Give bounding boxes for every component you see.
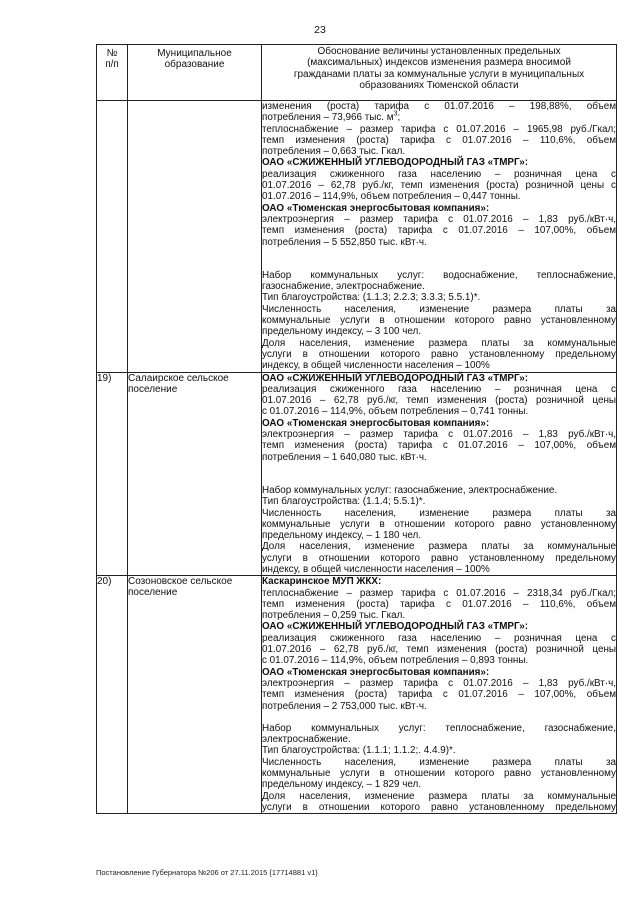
text-line: темп изменения (роста) тарифа с 01.07.2016 – 107,00%, объем bbox=[262, 440, 616, 452]
justification-cell bbox=[262, 101, 617, 373]
municipality-line: поселение bbox=[128, 587, 178, 599]
header-justification-line: Обоснование величины установленных предельных bbox=[317, 46, 561, 57]
text-line: коммунальные услуги в отношении которого равно установленному bbox=[262, 768, 616, 780]
text-line: изменения (роста) тарифа с 01.07.2016 – 198,88%, объем bbox=[262, 101, 616, 112]
header-municipality-line: Муниципальное bbox=[157, 48, 232, 59]
superscript: 3 bbox=[393, 111, 398, 118]
spacer bbox=[262, 248, 616, 259]
header-justification bbox=[262, 45, 617, 101]
text-line: потребления – 0,663 тыс. Гкал. bbox=[262, 146, 406, 158]
text-line: Тип благоустройства: (1.1.4; 5.5.1)*. bbox=[262, 496, 426, 508]
municipality-cell bbox=[128, 372, 262, 576]
text-line: темп изменения (роста) тарифа с 01.07.2016 – 110,6%, объем bbox=[262, 598, 616, 610]
company-name: ОАО «СЖИЖЕННЫЙ УГЛЕВОДОРОДНЫЙ ГАЗ «ТМРГ»: bbox=[262, 372, 529, 384]
company-name: ОАО «СЖИЖЕННЫЙ УГЛЕВОДОРОДНЫЙ ГАЗ «ТМРГ»: bbox=[262, 621, 529, 633]
table-row-continuation bbox=[97, 101, 617, 373]
text-line: 01.07.2016 – 62,78 руб./кг, темп изменения (роста) розничной цены bbox=[262, 395, 616, 407]
text-line: услуги в отношении которого равно установленному предельному bbox=[262, 552, 616, 564]
text-line: Набор коммунальных услуг: газоснабжение, электроснабжение. bbox=[262, 484, 558, 496]
municipality-cell bbox=[128, 576, 262, 814]
header-justification-line: гражданами платы за коммунальные услуги в муниципальных bbox=[293, 68, 585, 80]
company-heading bbox=[262, 418, 616, 429]
text-line: предельному индексу, – 1 829 чел. bbox=[262, 779, 422, 791]
text-line: темп изменения (роста) тарифа с 01.07.2016 – 110,6%, объем bbox=[262, 134, 616, 146]
text-line: услуги в отношении которого равно установленному предельному bbox=[262, 801, 616, 813]
company-heading bbox=[262, 157, 616, 168]
municipality-line: Салаирское сельское bbox=[128, 372, 229, 384]
text-line: коммунальные услуги в отношении которого равно установленному bbox=[262, 315, 616, 327]
table-header-row bbox=[97, 45, 617, 101]
row-number-cell: 20) bbox=[97, 576, 128, 814]
text-line: Численность населения, изменение размера платы за bbox=[262, 303, 616, 315]
municipality-line: Созоновское сельское bbox=[128, 576, 233, 588]
text-line: Набор коммунальных услуг: водоснабжение, теплоснабжение, bbox=[262, 269, 616, 281]
text-line: с 01.07.2016 – 114,9%, объем потребления – 0,893 тонны. bbox=[262, 655, 529, 667]
text-line: реализация сжиженного газа населению – розничная цена с bbox=[262, 632, 616, 644]
text-line: индексу, в общей численности населения – 100% bbox=[262, 360, 490, 372]
text-line: потребления – 0,259 тыс. Гкал. bbox=[262, 610, 406, 622]
text-line: коммунальные услуги в отношении которого равно установленному bbox=[262, 518, 616, 530]
justification-cell bbox=[262, 372, 617, 576]
row-number-cell bbox=[97, 101, 128, 373]
text-line: реализация сжиженного газа населению – розничная цена с bbox=[262, 168, 616, 180]
text-line: Численность населения, изменение размера платы за bbox=[262, 756, 616, 768]
company-name: ОАО «СЖИЖЕННЫЙ УГЛЕВОДОРОДНЫЙ ГАЗ «ТМРГ»: bbox=[262, 157, 529, 169]
text-line: Тип благоустройства: (1.1.3; 2.2.3; 3.3.3; 5.5.1)*. bbox=[262, 292, 481, 304]
text-line: Доля населения, изменение размера платы за коммунальные bbox=[262, 337, 616, 349]
justification-cell bbox=[262, 576, 617, 814]
text-line: 01.07.2016 – 114,9%, объем потребления – 0,447 тонны. bbox=[262, 191, 521, 203]
text-line bbox=[262, 112, 616, 123]
text-line: темп изменения (роста) тарифа с 01.07.2016 – 107,00%, объем bbox=[262, 225, 616, 237]
row-number-cell: 19) bbox=[97, 372, 128, 576]
company-heading bbox=[262, 621, 616, 632]
table-row bbox=[97, 372, 617, 576]
text-line: Численность населения, изменение размера платы за bbox=[262, 507, 616, 519]
spacer bbox=[262, 474, 616, 485]
text-line: темп изменения (роста) тарифа с 01.07.2016 – 107,00%, объем bbox=[262, 689, 616, 701]
company-name: ОАО «Тюменская энергосбытовая компания»: bbox=[262, 202, 490, 214]
text-line-tail: ; bbox=[397, 112, 401, 124]
company-name: Каскаринское МУП ЖКХ: bbox=[262, 576, 382, 588]
header-justification-line: (максимальных) индексов изменения размера вносимой bbox=[307, 57, 571, 69]
text-line: газоснабжение, электроснабжение. bbox=[262, 281, 425, 293]
company-heading bbox=[262, 667, 616, 678]
text-line: с 01.07.2016 – 114,9%, объем потребления – 0,741 тонны. bbox=[262, 406, 529, 418]
text-line: предельному индексу, – 3 100 чел. bbox=[262, 326, 422, 338]
text-line: индексу, в общей численности населения – 100% bbox=[262, 563, 490, 575]
spacer bbox=[262, 712, 616, 723]
text-line: Доля населения, изменение размера платы за коммунальные bbox=[262, 541, 616, 553]
text-line: Доля населения, изменение размера платы за коммунальные bbox=[262, 790, 616, 802]
text-line: услуги в отношении которого равно установленному предельному bbox=[262, 348, 616, 360]
header-number bbox=[97, 45, 128, 101]
text-line: электроэнергия – размер тарифа с 01.07.2016 – 1,83 руб./кВт·ч, bbox=[262, 429, 616, 441]
text-line-main: потребления – 73,966 тыс. м bbox=[262, 112, 394, 124]
document-footer: Постановление Губернатора №206 от 27.11.2015 {17714881 v1} bbox=[96, 868, 318, 877]
company-name: ОАО «Тюменская энергосбытовая компания»: bbox=[262, 417, 490, 429]
municipality-line: поселение bbox=[128, 383, 178, 395]
text-line: электроснабжение. bbox=[262, 734, 351, 746]
company-heading bbox=[262, 576, 616, 587]
company-heading bbox=[262, 373, 616, 384]
company-heading bbox=[262, 203, 616, 214]
spacer bbox=[262, 463, 616, 474]
text-line: потребления – 2 753,000 тыс. кВт·ч. bbox=[262, 700, 427, 712]
header-justification-line: образованиях Тюменской области bbox=[359, 80, 519, 92]
header-municipality-line: образование bbox=[164, 59, 225, 71]
text-line: электроэнергия – размер тарифа с 01.07.2016 – 1,83 руб./кВт·ч, bbox=[262, 213, 616, 225]
company-name: ОАО «Тюменская энергосбытовая компания»: bbox=[262, 666, 490, 678]
header-number-line: п/п bbox=[105, 59, 119, 71]
text-line: 01.07.2016 – 62,78 руб./кг, темп изменения (роста) розничной цены с bbox=[262, 180, 616, 192]
text-line: предельному индексу, – 1 180 чел. bbox=[262, 530, 422, 542]
page-number: 23 bbox=[314, 24, 326, 36]
text-line: потребления – 5 552,850 тыс. кВт·ч. bbox=[262, 236, 427, 248]
spacer bbox=[262, 259, 616, 270]
text-line: теплоснабжение – размер тарифа с 01.07.2016 – 2318,34 руб./Гкал; bbox=[262, 587, 616, 599]
text-line: реализация сжиженного газа населению – розничная цена с bbox=[262, 383, 616, 395]
table-row bbox=[97, 576, 617, 814]
text-line: теплоснабжение – размер тарифа с 01.07.2016 – 1965,98 руб./Гкал; bbox=[262, 123, 616, 135]
text-line: 01.07.2016 – 62,78 руб./кг, темп изменения (роста) розничной цены bbox=[262, 644, 616, 656]
header-number-line: № bbox=[106, 48, 118, 59]
municipality-cell bbox=[128, 101, 262, 373]
header-municipality bbox=[128, 45, 262, 101]
indices-table bbox=[96, 44, 617, 814]
text-line: Тип благоустройства: (1.1.1; 1.1.2;. 4.4.9)*. bbox=[262, 745, 456, 757]
text-line: потребления – 1 640,080 тыс. кВт·ч. bbox=[262, 451, 427, 463]
text-line: Набор коммунальных услуг: теплоснабжение, газоснабжение, bbox=[262, 722, 616, 734]
text-line: электроэнергия – размер тарифа с 01.07.2016 – 1,83 руб./кВт·ч, bbox=[262, 677, 616, 689]
